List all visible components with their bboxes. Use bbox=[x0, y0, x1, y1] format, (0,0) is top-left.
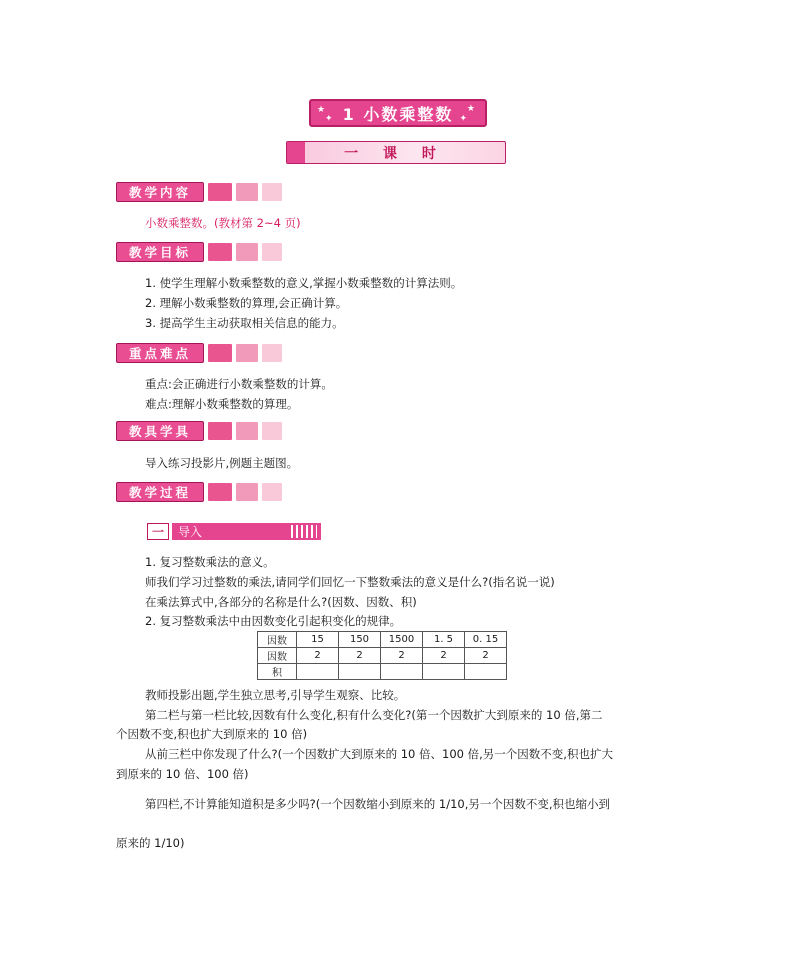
section-label: 重点难点 bbox=[116, 343, 204, 363]
body-paragraph: 教师投影出题,学生独立思考,引导学生观察、比较。 bbox=[145, 688, 406, 702]
table-cell: 2 bbox=[297, 648, 339, 664]
decor-square bbox=[236, 344, 258, 362]
table-cell: 2 bbox=[339, 648, 381, 664]
table-cell: 因数 bbox=[258, 648, 297, 664]
decor-square bbox=[262, 483, 282, 501]
goal-item: 2. 理解小数乘整数的算理,会正确计算。 bbox=[145, 296, 348, 310]
lesson-bar bbox=[286, 141, 506, 164]
body-paragraph: 2. 复习整数乘法中由因数变化引起积变化的规律。 bbox=[145, 614, 402, 628]
stripes-decor bbox=[291, 525, 317, 538]
title-banner bbox=[309, 99, 487, 127]
table-cell bbox=[339, 664, 381, 680]
table-cell: 150 bbox=[339, 632, 381, 648]
decor-square bbox=[236, 422, 258, 440]
body-paragraph: 1. 复习整数乘法的意义。 bbox=[145, 555, 275, 569]
content-text: 小数乘整数。(教材第 2~4 页) bbox=[145, 216, 301, 230]
table-cell bbox=[465, 664, 507, 680]
table-row bbox=[258, 664, 507, 680]
decor-square bbox=[208, 183, 232, 201]
intro-bar bbox=[172, 523, 321, 540]
decor-square bbox=[236, 483, 258, 501]
star-icon: ★ bbox=[317, 105, 328, 115]
table-cell: 因数 bbox=[258, 632, 297, 648]
table-cell bbox=[423, 664, 465, 680]
body-paragraph: 师我们学习过整数的乘法,请同学们回忆一下整数乘法的意义是什么?(指名说一说) bbox=[145, 575, 555, 589]
section-header-keypoints bbox=[116, 343, 282, 363]
section-label: 教学目标 bbox=[116, 242, 204, 262]
decor-square bbox=[236, 243, 258, 261]
body-paragraph: 到原来的 10 倍、100 倍) bbox=[116, 767, 249, 781]
keypoint-item: 难点:理解小数乘整数的算理。 bbox=[145, 397, 299, 411]
table-cell: 1500 bbox=[381, 632, 423, 648]
tools-text: 导入练习投影片,例题主题图。 bbox=[145, 456, 299, 470]
factor-table bbox=[257, 631, 507, 680]
decor-square bbox=[208, 243, 232, 261]
section-label: 教学内容 bbox=[116, 182, 204, 202]
body-paragraph: 第四栏,不计算能知道积是多少吗?(一个因数缩小到原来的 1/10,另一个因数不变,积也缩小到 bbox=[145, 797, 611, 811]
goal-item: 1. 使学生理解小数乘整数的意义,掌握小数乘整数的计算法则。 bbox=[145, 276, 463, 290]
table-cell: 15 bbox=[297, 632, 339, 648]
decor-square bbox=[262, 183, 282, 201]
decor-square bbox=[262, 243, 282, 261]
section-header-content bbox=[116, 182, 282, 202]
body-paragraph: 原来的 1/10) bbox=[116, 836, 185, 850]
table-cell bbox=[297, 664, 339, 680]
body-paragraph: 个因数不变,积也扩大到原来的 10 倍) bbox=[116, 727, 308, 741]
section-label: 教学过程 bbox=[116, 482, 204, 502]
intro-title: 导入 bbox=[178, 525, 203, 539]
body-paragraph: 从前三栏中你发现了什么?(一个因数扩大到原来的 10 倍、100 倍,另一个因数不变,积也扩大 bbox=[145, 747, 613, 761]
intro-header bbox=[147, 522, 321, 541]
star-icon: ✦ bbox=[325, 114, 335, 124]
section-header-goals bbox=[116, 242, 282, 262]
body-paragraph: 第二栏与第一栏比较,因数有什么变化,积有什么变化?(第一个因数扩大到原来的 10 倍,第二 bbox=[145, 708, 603, 722]
section-label: 教具学具 bbox=[116, 421, 204, 441]
body-paragraph: 在乘法算式中,各部分的名称是什么?(因数、因数、积) bbox=[145, 595, 417, 609]
decor-square bbox=[262, 344, 282, 362]
lesson-title: 一 课 时 bbox=[344, 145, 446, 162]
decor-square bbox=[262, 422, 282, 440]
star-icon: ★ bbox=[466, 104, 477, 114]
star-icon: ✦ bbox=[459, 114, 469, 124]
table-cell: 2 bbox=[465, 648, 507, 664]
table-cell: 1. 5 bbox=[423, 632, 465, 648]
lesson-bar-block bbox=[287, 142, 305, 163]
keypoint-item: 重点:会正确进行小数乘整数的计算。 bbox=[145, 377, 333, 391]
section-header-process bbox=[116, 482, 282, 502]
decor-square bbox=[236, 183, 258, 201]
intro-number: 一 bbox=[147, 523, 169, 540]
section-header-tools bbox=[116, 421, 282, 441]
goal-item: 3. 提高学生主动获取相关信息的能力。 bbox=[145, 316, 344, 330]
decor-square bbox=[208, 344, 232, 362]
decor-square bbox=[208, 483, 232, 501]
table-row bbox=[258, 632, 507, 648]
table-row bbox=[258, 648, 507, 664]
table-cell bbox=[381, 664, 423, 680]
table-cell: 2 bbox=[423, 648, 465, 664]
banner-title: 1 小数乘整数 bbox=[342, 104, 454, 124]
table-cell: 2 bbox=[381, 648, 423, 664]
table-cell: 积 bbox=[258, 664, 297, 680]
decor-square bbox=[208, 422, 232, 440]
table-cell: 0. 15 bbox=[465, 632, 507, 648]
